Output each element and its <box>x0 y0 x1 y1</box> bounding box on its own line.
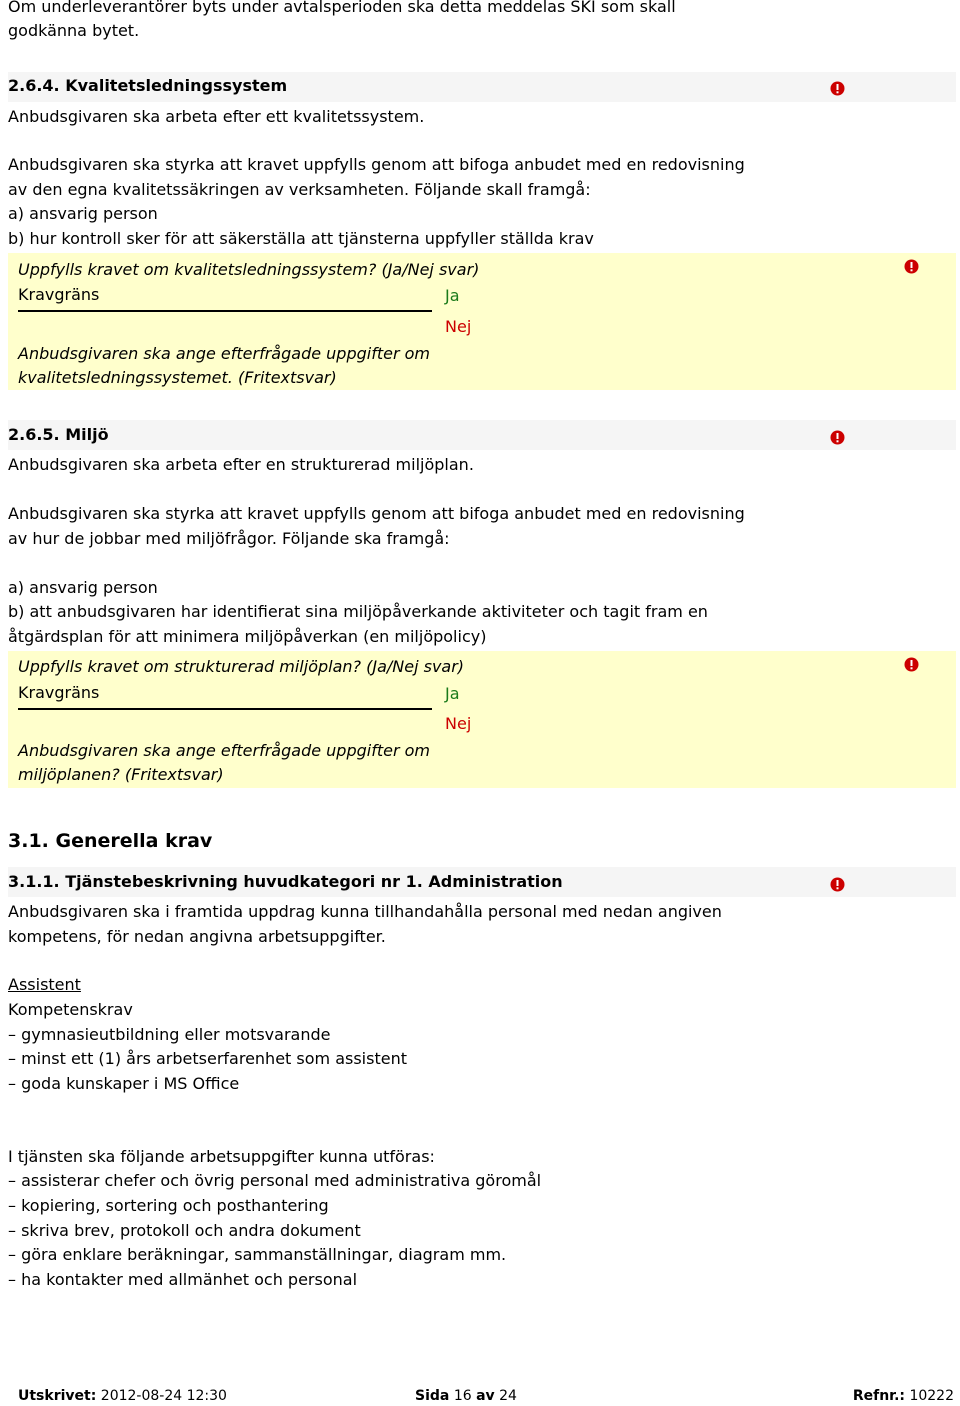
footer-ref <box>853 1388 954 1404</box>
intro-line-1: Om underleverantörer byts under avtalsperioden ska detta meddelas SKI som skall <box>8 0 676 16</box>
freetext-prompt: kvalitetsledningssystemet. (Fritextsvar) <box>18 368 337 387</box>
section-heading-2-6-5: 2.6.5. Miljö <box>8 425 109 444</box>
section-heading-band <box>8 420 956 450</box>
footer-printed-value: 2012-08-24 12:30 <box>100 1388 227 1404</box>
list-item: – skriva brev, protokoll och andra dokument <box>8 1221 361 1240</box>
footer-ref-value: 10222 <box>909 1388 954 1404</box>
answer-nej[interactable]: Nej <box>445 714 472 733</box>
requirement-question: Uppfylls kravet om kvalitetsledningssystem? (Ja/Nej svar) <box>18 260 480 279</box>
list-item: – minst ett (1) års arbetserfarenhet som assistent <box>8 1049 407 1068</box>
paragraph: Anbudsgivaren ska i framtida uppdrag kunna tillhandahålla personal med nedan angiven <box>8 902 722 921</box>
requirement-question: Uppfylls kravet om strukturerad miljöplan? (Ja/Nej svar) <box>18 657 465 676</box>
footer-page <box>415 1388 517 1404</box>
footer-printed-label: Utskrivet: <box>18 1388 97 1404</box>
warning-icon <box>830 877 845 892</box>
list-item: a) ansvarig person <box>8 578 158 597</box>
list-item: åtgärdsplan för att minimera miljöpåverkan (en miljöpolicy) <box>8 627 487 646</box>
section-heading-2-6-4: 2.6.4. Kvalitetsledningssystem <box>8 76 288 95</box>
answer-nej[interactable]: Nej <box>445 317 472 336</box>
kravgrans-label: Kravgräns <box>18 285 100 304</box>
list-item: b) hur kontroll sker för att säkerställa att tjänsterna uppfyller ställda krav <box>8 229 594 248</box>
footer-page-label: Sida <box>415 1388 450 1404</box>
list-item: a) ansvarig person <box>8 204 158 223</box>
tasks-intro: I tjänsten ska följande arbetsuppgifter kunna utföras: <box>8 1147 435 1166</box>
requirement-box-quality <box>8 253 956 390</box>
warning-icon <box>830 430 845 445</box>
list-item: – gymnasieutbildning eller motsvarande <box>8 1025 331 1044</box>
footer-page-of: av <box>476 1388 495 1404</box>
paragraph: kompetens, för nedan angivna arbetsuppgifter. <box>8 927 386 946</box>
intro-line-2: godkänna bytet. <box>8 21 140 40</box>
paragraph: Anbudsgivaren ska styrka att kravet uppfylls genom att bifoga anbudet med en redovisning <box>8 504 745 523</box>
footer-page-total: 24 <box>499 1388 517 1404</box>
list-item: – goda kunskaper i MS Office <box>8 1074 240 1093</box>
paragraph: av den egna kvalitetssäkringen av verksamheten. Följande skall framgå: <box>8 180 591 199</box>
answer-ja[interactable]: Ja <box>445 286 460 305</box>
footer-printed <box>18 1388 227 1404</box>
freetext-prompt: Anbudsgivaren ska ange efterfrågade uppgifter om <box>18 344 430 363</box>
footer-page-num: 16 <box>453 1388 472 1404</box>
answer-line <box>18 708 432 710</box>
freetext-prompt: miljöplanen? (Fritextsvar) <box>18 765 224 784</box>
paragraph: Anbudsgivaren ska arbeta efter ett kvalitetssystem. <box>8 107 425 126</box>
list-item: – kopiering, sortering och posthantering <box>8 1196 329 1215</box>
footer-ref-label: Refnr.: <box>852 1388 905 1404</box>
warning-icon <box>904 259 919 274</box>
freetext-prompt: Anbudsgivaren ska ange efterfrågade uppgifter om <box>18 741 430 760</box>
role-title-assistent: Assistent <box>8 975 81 994</box>
answer-ja[interactable]: Ja <box>445 684 460 703</box>
list-item: b) att anbudsgivaren har identifierat sina miljöpåverkande aktiviteter och tagit fram en <box>8 602 708 621</box>
answer-line <box>18 310 432 312</box>
list-item: – göra enklare beräkningar, sammanställningar, diagram mm. <box>8 1245 507 1264</box>
kompetenskrav-label: Kompetenskrav <box>8 1000 133 1019</box>
list-item: – assisterar chefer och övrig personal med administrativa göromål <box>8 1171 542 1190</box>
warning-icon <box>830 81 845 96</box>
list-item: – ha kontakter med allmänhet och personal <box>8 1270 358 1289</box>
paragraph: Anbudsgivaren ska styrka att kravet uppfylls genom att bifoga anbudet med en redovisning <box>8 155 745 174</box>
paragraph: Anbudsgivaren ska arbeta efter en strukturerad miljöplan. <box>8 455 474 474</box>
section-heading-3-1: 3.1. Generella krav <box>8 830 213 852</box>
requirement-box-environment <box>8 651 956 788</box>
paragraph: av hur de jobbar med miljöfrågor. Följande ska framgå: <box>8 529 450 548</box>
kravgrans-label: Kravgräns <box>18 683 100 702</box>
section-heading-3-1-1: 3.1.1. Tjänstebeskrivning huvudkategori nr 1. Administration <box>8 872 563 891</box>
warning-icon <box>904 657 919 672</box>
